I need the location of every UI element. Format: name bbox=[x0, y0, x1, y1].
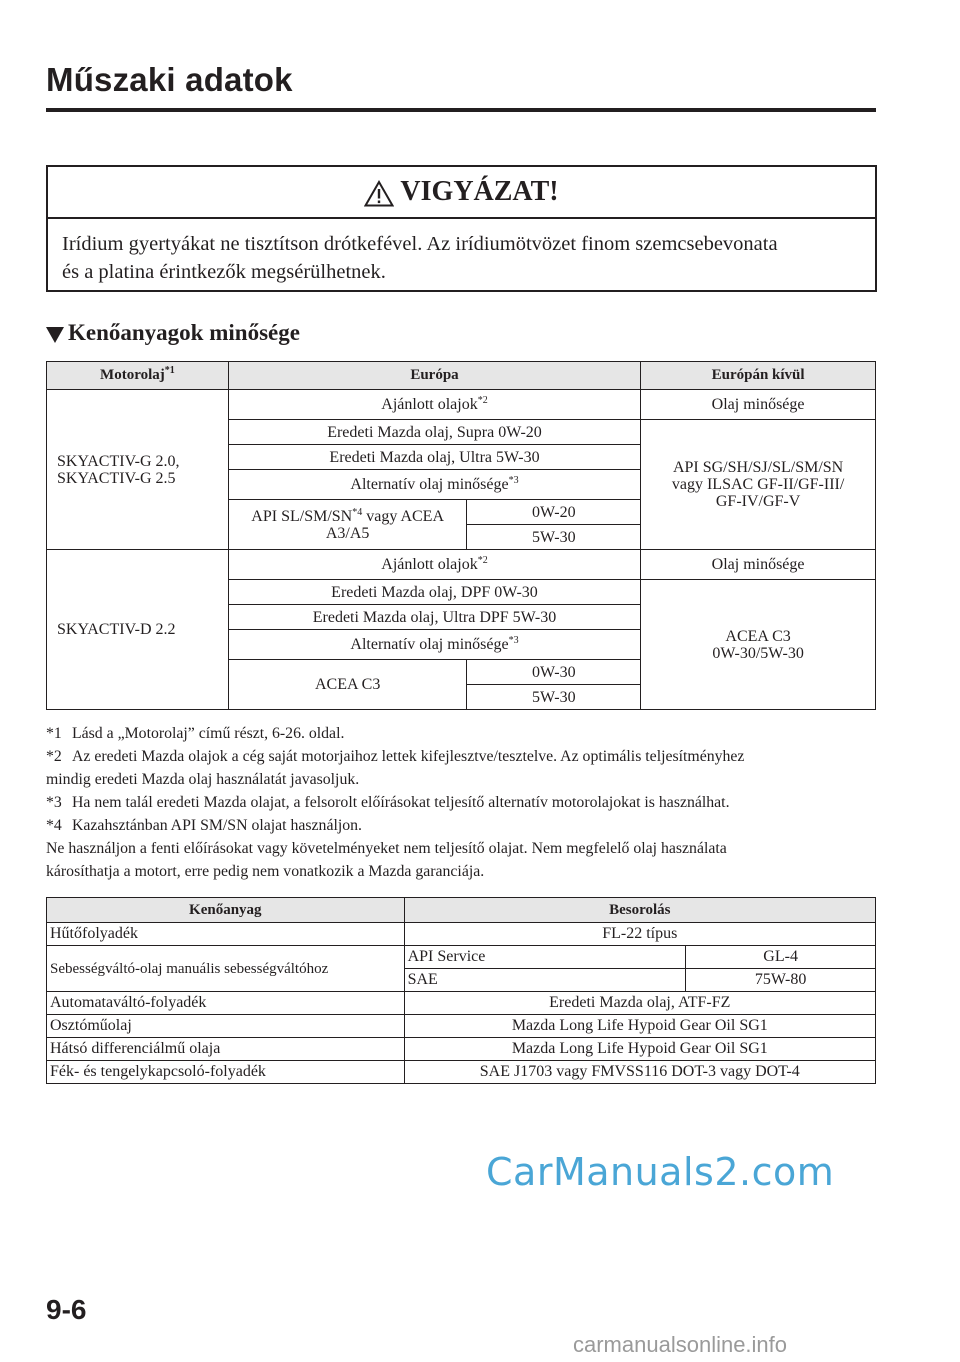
outside-europe-spec: API SG/SH/SJ/SL/SM/SN vagy ILSAC GF-II/GF-III/ GF-IV/GF-V bbox=[641, 420, 876, 550]
api-acea-spec: API SL/SM/SN$^{*4}$ vagy ACEA A3/A5 bbox=[228, 500, 467, 550]
viscosity: 5W-30 bbox=[467, 685, 641, 710]
oil-warning-text: károsíthatja a motort, erre pedig nem vonatkozik a Mazda garanciája. bbox=[46, 863, 485, 880]
footnote: *3 Ha nem talál eredeti Mazda olajat, a felsorolt előírásokat teljesítő alternatív motorolajokat is használhat. bbox=[46, 794, 730, 811]
recommended-oils: Ajánlott olajok$^{*2}$ bbox=[228, 390, 640, 420]
table-row bbox=[47, 923, 876, 946]
caution-text-line: Irídium gyertyákat ne tisztítson drótkefével. Az irídiumötvözet finom szemcsebevonata bbox=[62, 233, 778, 255]
caution-heading bbox=[48, 167, 875, 219]
page-title: Műszaki adatok bbox=[46, 61, 293, 98]
header-motor-oil: Motorolaj$^{*1}$ bbox=[47, 362, 229, 390]
engine-diesel: SKYACTIV-D 2.2 bbox=[47, 550, 229, 710]
oil-name: Eredeti Mazda olaj, DPF 0W-30 bbox=[228, 580, 640, 605]
oil-quality: Olaj minősége bbox=[641, 390, 876, 420]
spec-label: API Service bbox=[404, 946, 686, 969]
lubricant-value: Eredeti Mazda olaj, ATF-FZ bbox=[404, 992, 875, 1015]
table-row bbox=[47, 1038, 876, 1061]
caution-text bbox=[48, 219, 875, 286]
lubricant-name: Sebességváltó-olaj manuális sebességváltóhoz bbox=[47, 946, 405, 992]
outside-europe-spec: ACEA C3 0W-30/5W-30 bbox=[641, 580, 876, 710]
spec-label: SAE bbox=[404, 969, 686, 992]
table-row bbox=[47, 992, 876, 1015]
footnotes bbox=[46, 722, 886, 883]
viscosity: 5W-30 bbox=[467, 525, 641, 550]
lubricant-name: Osztóműolaj bbox=[47, 1015, 405, 1038]
lubricant-table bbox=[46, 897, 876, 1084]
lubricant-value: SAE J1703 vagy FMVSS116 DOT-3 vagy DOT-4 bbox=[404, 1061, 875, 1084]
table-row bbox=[47, 946, 876, 969]
watermark-logo: CarManuals2.com bbox=[486, 1150, 835, 1194]
table-row bbox=[47, 1015, 876, 1038]
header-europe: Európa bbox=[228, 362, 640, 390]
engine-oil-table bbox=[46, 361, 876, 710]
footnote: *2 Az eredeti Mazda olajok a cég saját motorjaihoz lettek kifejlesztve/tesztelve. Az optimális teljesítményhez bbox=[46, 748, 745, 765]
lubricant-name: Fék- és tengelykapcsoló-folyadék bbox=[47, 1061, 405, 1084]
table-row bbox=[47, 550, 876, 580]
footnote: *1 Lásd a „Motorolaj” című részt, 6-26. oldal. bbox=[46, 725, 345, 742]
header-classification: Besorolás bbox=[404, 898, 875, 923]
oil-name: Eredeti Mazda olaj, Ultra DPF 5W-30 bbox=[228, 605, 640, 630]
lubricant-value: FL-22 típus bbox=[404, 923, 875, 946]
header-lubricant: Kenőanyag bbox=[47, 898, 405, 923]
lubricant-value: Mazda Long Life Hypoid Gear Oil SG1 bbox=[404, 1038, 875, 1061]
alternative-oil-quality: Alternatív olaj minősége$^{*3}$ bbox=[228, 470, 640, 500]
lubricant-name: Automataváltó-folyadék bbox=[47, 992, 405, 1015]
table-row bbox=[47, 390, 876, 420]
table-row bbox=[47, 1061, 876, 1084]
lubricant-name: Hátsó differenciálmű olaja bbox=[47, 1038, 405, 1061]
oil-quality: Olaj minősége bbox=[641, 550, 876, 580]
viscosity: 0W-30 bbox=[467, 660, 641, 685]
section-heading bbox=[46, 320, 300, 346]
watermark-url: carmanualsonline.info bbox=[573, 1332, 788, 1357]
triangle-bullet-icon bbox=[46, 327, 64, 343]
lubricant-value: Mazda Long Life Hypoid Gear Oil SG1 bbox=[404, 1015, 875, 1038]
caution-box bbox=[46, 165, 877, 292]
viscosity: 0W-20 bbox=[467, 500, 641, 525]
warning-triangle-icon bbox=[364, 180, 394, 207]
title-rule bbox=[46, 108, 876, 112]
spec-value: 75W-80 bbox=[686, 969, 876, 992]
section-heading-text: Kenőanyagok minősége bbox=[68, 320, 300, 345]
footnote-continuation: mindig eredeti Mazda olaj használatát javasoljuk. bbox=[46, 771, 360, 788]
table-header-row bbox=[47, 362, 876, 390]
acea-spec: ACEA C3 bbox=[228, 660, 467, 710]
footnote: *4 Kazahsztánban API SM/SN olajat használjon. bbox=[46, 817, 362, 834]
alternative-oil-quality: Alternatív olaj minősége$^{*3}$ bbox=[228, 630, 640, 660]
oil-name: Eredeti Mazda olaj, Ultra 5W-30 bbox=[228, 445, 640, 470]
caution-text-line: és a platina érintkezők megsérülhetnek. bbox=[62, 261, 386, 283]
caution-heading-text: VIGYÁZAT! bbox=[400, 176, 559, 207]
page-number: 9-6 bbox=[46, 1294, 87, 1325]
spec-value: GL-4 bbox=[686, 946, 876, 969]
recommended-oils: Ajánlott olajok$^{*2}$ bbox=[228, 550, 640, 580]
table-header-row bbox=[47, 898, 876, 923]
header-outside-europe: Európán kívül bbox=[641, 362, 876, 390]
lubricant-name: Hűtőfolyadék bbox=[47, 923, 405, 946]
oil-name: Eredeti Mazda olaj, Supra 0W-20 bbox=[228, 420, 640, 445]
oil-warning-text: Ne használjon a fenti előírásokat vagy követelményeket nem teljesítő olajat. Nem megfelelő olaj használata bbox=[46, 840, 727, 857]
engine-gasoline: SKYACTIV-G 2.0, SKYACTIV-G 2.5 bbox=[47, 390, 229, 550]
